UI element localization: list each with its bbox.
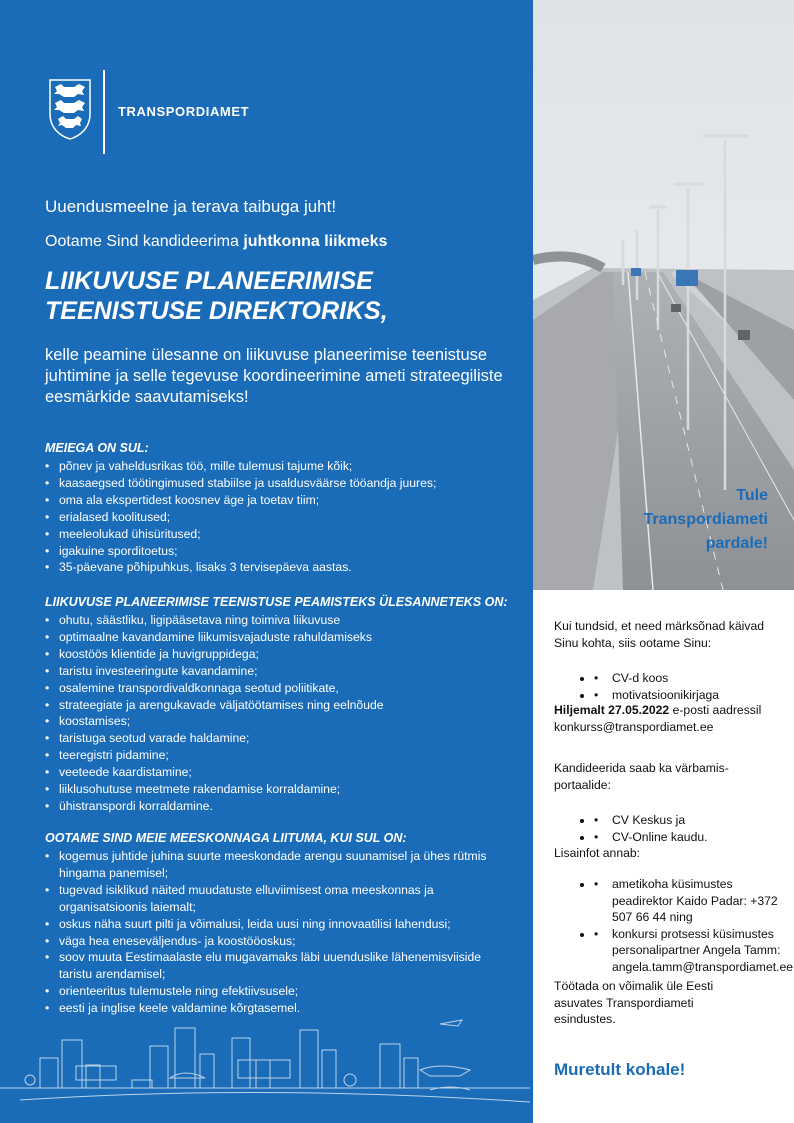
list-item: • strateegiate ja arengukavade väljatöötamises ning eelnõude <box>45 697 525 714</box>
tule-callout <box>644 484 768 556</box>
deadline-date: Hiljemalt 27.05.2022 <box>554 703 670 717</box>
position-title-line1: LIIKUVUSE PLANEERIMISE <box>45 267 373 295</box>
offer-heading: MEIEGA ON SUL: <box>45 441 149 455</box>
requirements-section <box>45 831 515 1017</box>
invite-line <box>45 233 387 251</box>
requirements-heading: OOTAME SIND MEIE MEESKONNAGA LIITUMA, KUI SUL ON: <box>45 831 407 845</box>
offer-section <box>45 441 525 576</box>
highway-photo <box>533 0 794 590</box>
docs-list <box>554 670 794 703</box>
position-title-line2: TEENISTUSE DIREKTORIKS, <box>45 297 388 325</box>
list-item: • • CV Keskus ja <box>594 812 794 829</box>
portals-list <box>554 812 794 845</box>
list-item: • teeregistri pidamine; <box>45 747 525 764</box>
list-item: • ohutu, säästliku, ligipääsetava ning toimiva liikuvuse <box>45 612 525 629</box>
list-item: • taristuga seotud varade haldamine; <box>45 730 525 747</box>
list-item: • • konkursi protsessi küsimustes personalipartner Angela Tamm: angela.tamm@transpordiamet.ee <box>594 926 794 976</box>
list-item: • põnev ja vaheldusrikas töö, mille tulemusi tajume kõik; <box>45 458 525 475</box>
list-item: • oskus näha suurt pilti ja võimalusi, leida uusi ning innovaatilisi lahendusi; <box>45 916 515 933</box>
apply-intro: Kui tundsid, et need märksõnad käivad Sinu kohta, siis ootame Sinu: <box>554 619 765 650</box>
list-item: • väga hea eneseväljendus- ja koostööoskus; <box>45 933 515 950</box>
list-item: • • CV-Online kaudu. <box>594 829 794 846</box>
location-text: Töötada on võimalik üle Eesti asuvates Transpordiameti esindustes. <box>554 979 714 1026</box>
tule-line1: Tule <box>736 487 768 504</box>
contacts-list <box>554 876 794 975</box>
list-item: • soov muuta Eestimaalaste elu mugavamaks läbi uuenduslike lähenemisviiside taristu arendamisel; <box>45 949 515 983</box>
closing-slogan: Muretult kohale! <box>554 1060 686 1079</box>
tagline: Uuendusmeelne ja terava taibuga juht! <box>45 197 337 216</box>
list-item: • veeteede kaardistamine; <box>45 764 525 781</box>
duties-list <box>45 612 525 815</box>
duties-section <box>45 595 525 815</box>
city-skyline-illustration <box>0 1010 533 1110</box>
list-item: • liiklusohutuse meetmete rakendamise korraldamine; <box>45 781 525 798</box>
portals-intro: Kandideerida saab ka värbamis-portaalide: <box>554 761 729 792</box>
org-name: TRANSPORDIAMET <box>118 104 250 119</box>
list-item: • orienteeritus tulemustele ning efektiivsusele; <box>45 983 515 1000</box>
list-item: • meeleolukad ühisüritused; <box>45 526 525 543</box>
duties-heading: LIIKUVUSE PLANEERIMISE TEENISTUSE PEAMISTEKS ÜLESANNETEKS ON: <box>45 595 508 609</box>
three-lions-coat-of-arms-icon <box>48 78 92 145</box>
invite-bold: juhtkonna liikmeks <box>243 233 388 250</box>
offer-list <box>45 458 525 576</box>
invite-prefix: Ootame Sind kandideerima <box>45 233 244 250</box>
list-item: • osalemine transpordivaldkonnaga seotud poliitikate, <box>45 680 525 697</box>
list-item: • kogemus juhtide juhina suurte meeskondade arengu suunamisel ja ühes rütmis hingama panemisel; <box>45 848 515 882</box>
logo-divider <box>103 70 105 154</box>
list-item: • eesti ja inglise keele valdamine kõrgtasemel. <box>45 1000 515 1017</box>
list-item: • 35-päevane põhipuhkus, lisaks 3 tervisepäeva aastas. <box>45 559 525 576</box>
list-item: • erialased koolitused; <box>45 509 525 526</box>
deadline-text <box>554 702 784 735</box>
list-item: • • CV-d koos <box>594 670 794 687</box>
requirements-list <box>45 848 515 1017</box>
mission-statement: kelle peamine ülesanne on liikuvuse planeerimise teenistuse juhtimine ja selle tegevuse koordineerimine ameti strateegiliste eesmärkide saavutamiseks! <box>45 346 503 406</box>
list-item: • oma ala ekspertidest koosnev äge ja toetav tiim; <box>45 492 525 509</box>
list-item: • taristu investeeringute kavandamine; <box>45 663 525 680</box>
list-item: • tugevad isiklikud näited muudatuste elluviimisest oma meeskonnas ja organisatsioonis laiemalt; <box>45 882 515 916</box>
position-title <box>45 266 388 326</box>
list-item: • • motivatsioonikirjaga <box>594 687 794 704</box>
email-link[interactable]: konkurss@transpordiamet.ee <box>554 719 714 734</box>
list-item: • optimaalne kavandamine liikumisvajaduste rahuldamiseks <box>45 629 525 646</box>
info-heading: Lisainfot annab: <box>554 846 641 860</box>
tule-line3: pardale! <box>705 535 768 552</box>
list-item: • koostamises; <box>45 713 525 730</box>
deadline-rest: e-posti aadressil <box>669 703 762 717</box>
list-item: • kaasaegsed töötingimused stabiilse ja usaldusväärse tööandja juures; <box>45 475 525 492</box>
list-item: • koostöös klientide ja huvigruppidega; <box>45 646 525 663</box>
list-item: • igakuine sporditoetus; <box>45 543 525 560</box>
list-item: • ühistranspordi korraldamine. <box>45 798 525 815</box>
list-item: • • ametikoha küsimustes peadirektor Kaido Padar: +372 507 66 44 ning <box>594 876 782 926</box>
tule-line2: Transpordiameti <box>643 511 768 528</box>
